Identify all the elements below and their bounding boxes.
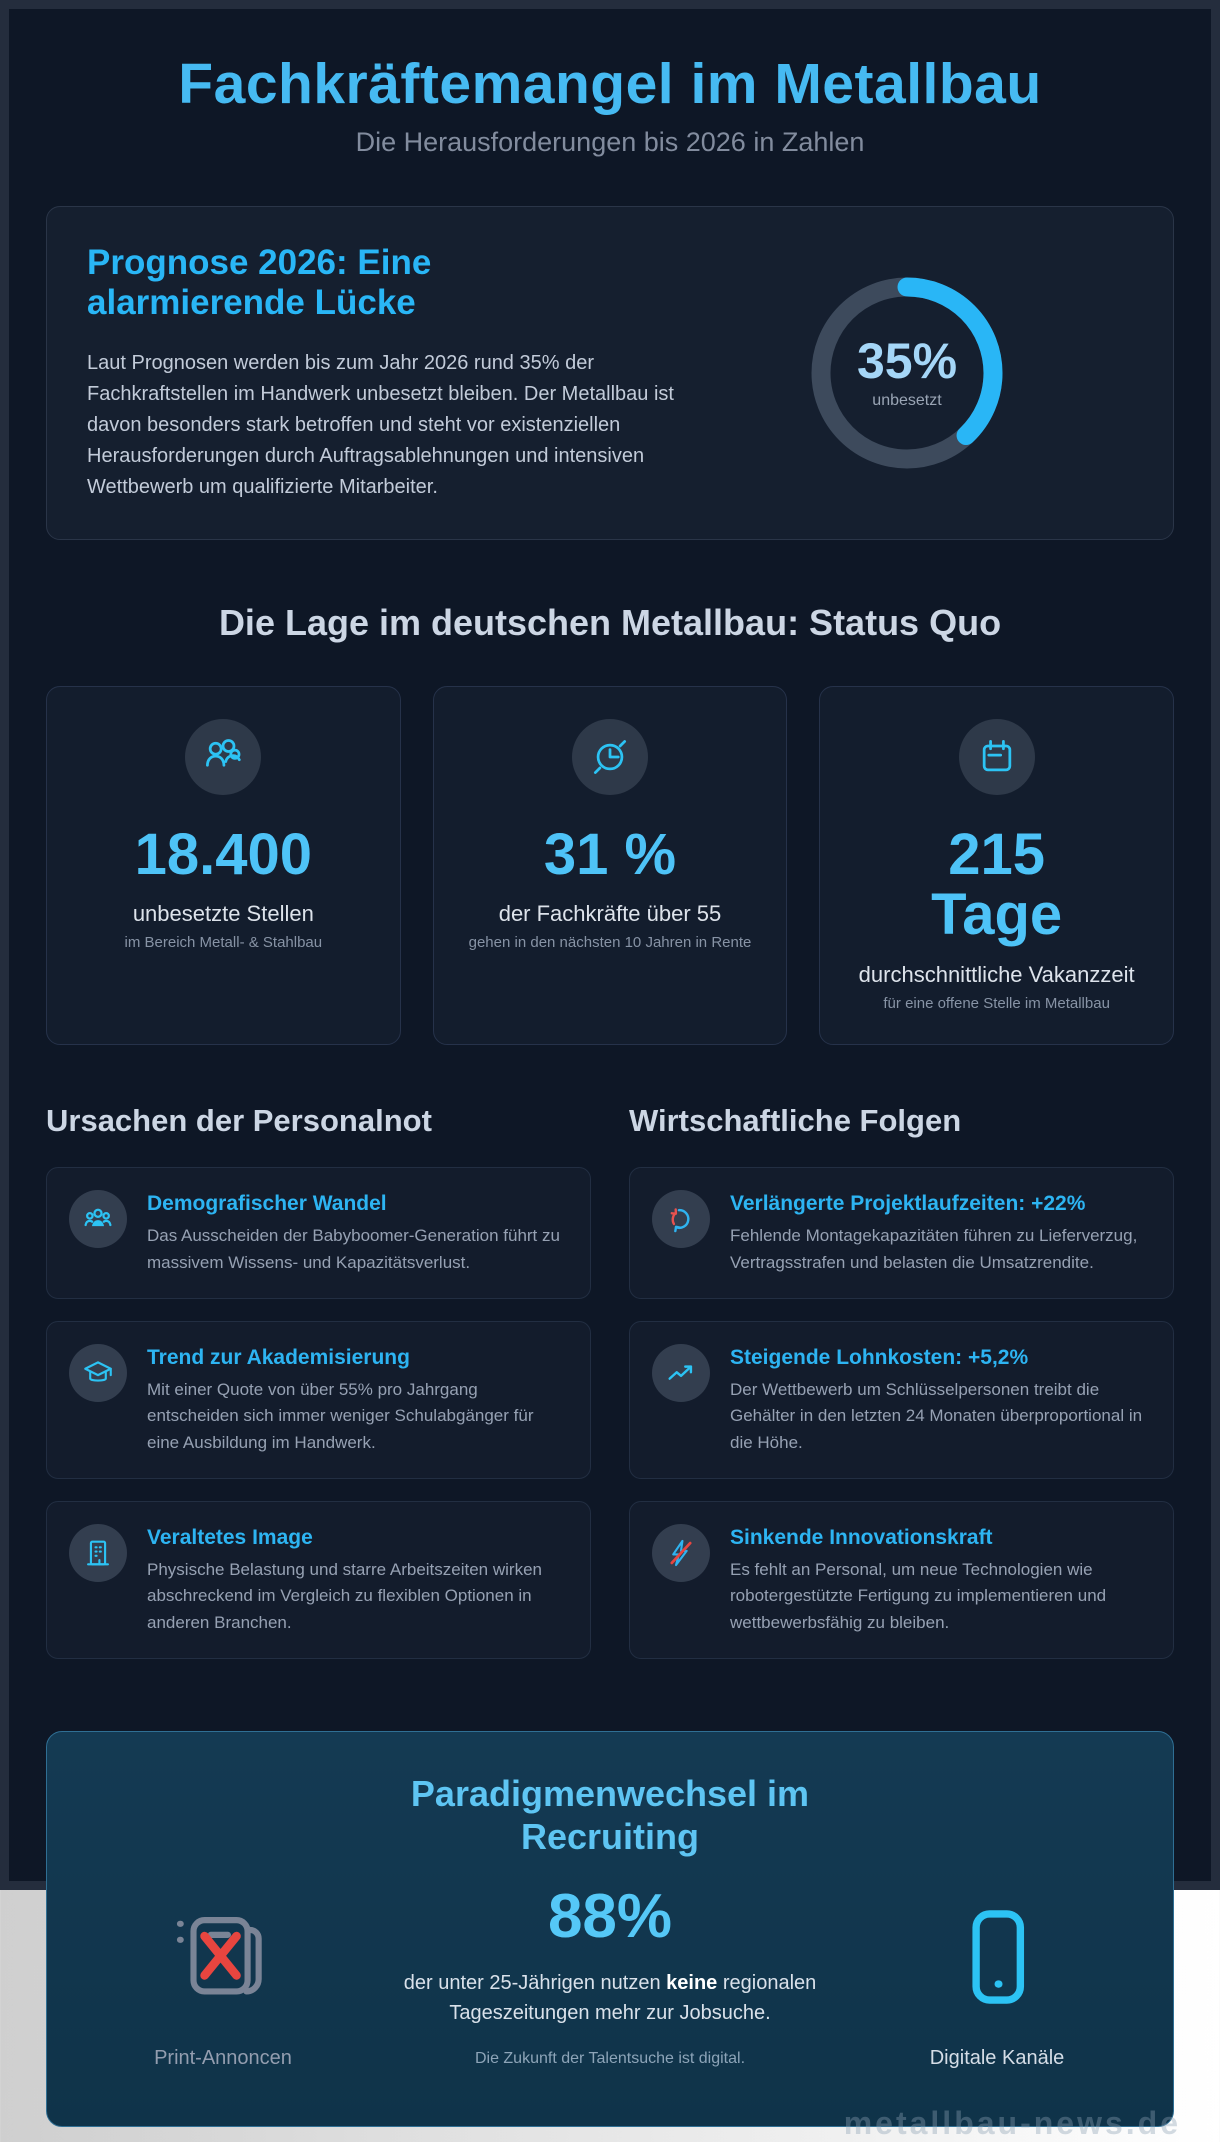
item-body: Der Wettbewerb um Schlüsselpersonen treibt die Gehälter in den letzten 24 Monaten überproportional in die Höhe. bbox=[730, 1379, 1143, 1452]
donut-value: 35% bbox=[856, 332, 958, 389]
consequence-item-innovation bbox=[629, 1501, 1174, 1659]
item-body: Fehlende Montagekapazitäten führen zu Lieferverzug, Vertragsstrafen und belasten die Umsatzrendite. bbox=[730, 1226, 1138, 1272]
statement-post: regionalen Tageszeitungen mehr zur Jobsuche. bbox=[449, 1972, 817, 2025]
recruiting-heading: Paradigmenwechsel im Recruiting bbox=[410, 1773, 810, 1858]
stat-value: 31 % bbox=[543, 821, 677, 887]
trend-up-icon bbox=[652, 1344, 710, 1402]
prognose-text-block bbox=[87, 243, 747, 503]
stat-value: 18.400 bbox=[134, 821, 313, 887]
status-card-vacancy-time bbox=[819, 686, 1174, 1046]
status-section-heading: Die Lage im deutschen Metallbau: Status Quo bbox=[218, 601, 1002, 643]
print-label: Print-Annoncen bbox=[154, 2047, 292, 2070]
causes-heading: Ursachen der Personalnot bbox=[46, 1103, 432, 1139]
item-title: Verlängerte Projektlaufzeiten: +22% bbox=[730, 1192, 1086, 1216]
consequences-column bbox=[629, 1103, 1174, 1681]
item-body: Das Ausscheiden der Babyboomer-Generation führt zu massivem Wissens- und Kapazitätsverlust. bbox=[147, 1226, 560, 1272]
recruiting-stat: 88% bbox=[547, 1882, 673, 1952]
calendar-icon bbox=[959, 719, 1035, 795]
consequence-item-wage-costs bbox=[629, 1321, 1174, 1479]
clock-icon bbox=[572, 719, 648, 795]
cause-item-demography bbox=[46, 1167, 591, 1299]
causes-consequences-columns bbox=[46, 1103, 1174, 1681]
status-cards bbox=[46, 686, 1174, 1046]
cause-item-image bbox=[46, 1501, 591, 1659]
item-body: Es fehlt an Personal, um neue Technologien wie robotergestützte Fertigung zu implementieren und wettbewerbsfähig zu bleiben. bbox=[730, 1560, 1107, 1632]
item-title: Sinkende Innovationskraft bbox=[730, 1526, 993, 1549]
statement-pre: der unter 25-Jährigen nutzen bbox=[403, 1972, 667, 1995]
stat-label: der Fachkräfte über 55 bbox=[498, 901, 722, 927]
causes-column bbox=[46, 1103, 591, 1681]
prognose-body: Laut Prognosen werden bis zum Jahr 2026 rund 35% der Fachkraftstellen im Handwerk unbesetzt bleiben. Der Metallbau ist davon besonders stark betroffen und steht vor existenziellen Herausforderungen durch Auftragsablehnungen und intensiven Wettbewerb um qualifizierte Mitarbeiter. bbox=[87, 351, 674, 498]
item-title: Veraltetes Image bbox=[147, 1526, 313, 1549]
page-subtitle: Die Herausforderungen bis 2026 in Zahlen bbox=[355, 127, 865, 157]
item-body: Mit einer Quote von über 55% pro Jahrgang entscheiden sich immer weniger Schulabgänger für eine Ausbildung im Handwerk. bbox=[147, 1379, 534, 1452]
stat-sublabel: gehen in den nächsten 10 Jahren in Rente bbox=[468, 934, 752, 952]
status-card-retirement bbox=[433, 686, 788, 1046]
item-title: Steigende Lohnkosten: +5,2% bbox=[730, 1345, 1029, 1369]
statement-bold: keine bbox=[666, 1972, 718, 1995]
recruiting-statement bbox=[385, 1968, 835, 2028]
recruiting-panel bbox=[46, 1731, 1181, 2142]
users-icon bbox=[69, 1190, 127, 1248]
digital-label: Digitale Kanäle bbox=[929, 2047, 1065, 2070]
building-icon bbox=[69, 1524, 127, 1582]
consequence-item-project-duration bbox=[629, 1167, 1174, 1299]
page-title: Fachkräftemangel im Metallbau bbox=[178, 52, 1042, 116]
stat-sublabel: im Bereich Metall- & Stahlbau bbox=[124, 934, 323, 952]
donut-chart bbox=[767, 267, 1047, 479]
item-title: Demografischer Wandel bbox=[147, 1192, 387, 1216]
smartphone-icon bbox=[938, 1898, 1056, 2021]
stat-label: durchschnittliche Vakanzzeit bbox=[858, 962, 1135, 988]
bolt-slash-icon bbox=[652, 1524, 710, 1582]
newspaper-crossed-icon bbox=[164, 1898, 282, 2021]
item-title: Trend zur Akademisierung bbox=[147, 1345, 410, 1369]
stat-value: 215 Tage bbox=[931, 821, 1063, 948]
donut-label: unbesetzt bbox=[872, 391, 942, 409]
prognose-panel bbox=[46, 206, 1174, 540]
crowd-icon bbox=[185, 719, 261, 795]
sync-arrows-icon bbox=[652, 1190, 710, 1248]
recruiting-row bbox=[83, 1882, 1137, 2070]
stat-sublabel: für eine offene Stelle im Metallbau bbox=[883, 995, 1110, 1013]
prognose-heading: Prognose 2026: Eine alarmierende Lücke bbox=[87, 243, 432, 323]
stat-label: unbesetzte Stellen bbox=[132, 901, 314, 927]
digital-column bbox=[857, 1882, 1137, 2070]
print-column bbox=[83, 1882, 363, 2070]
recruiting-footnote: Die Zukunft der Talentsuche ist digital. bbox=[474, 2050, 746, 2068]
watermark: metallbau-news.de bbox=[843, 2105, 1181, 2142]
cause-item-academization bbox=[46, 1321, 591, 1479]
graduation-cap-icon bbox=[69, 1344, 127, 1402]
recruiting-center bbox=[363, 1882, 857, 2068]
consequences-heading: Wirtschaftliche Folgen bbox=[629, 1103, 962, 1139]
status-card-open-positions bbox=[46, 686, 401, 1046]
item-body: Physische Belastung und starre Arbeitszeiten wirken abschreckend im Vergleich zu flexiblen Optionen in anderen Branchen. bbox=[147, 1560, 542, 1632]
infographic-page bbox=[9, 9, 1211, 2142]
